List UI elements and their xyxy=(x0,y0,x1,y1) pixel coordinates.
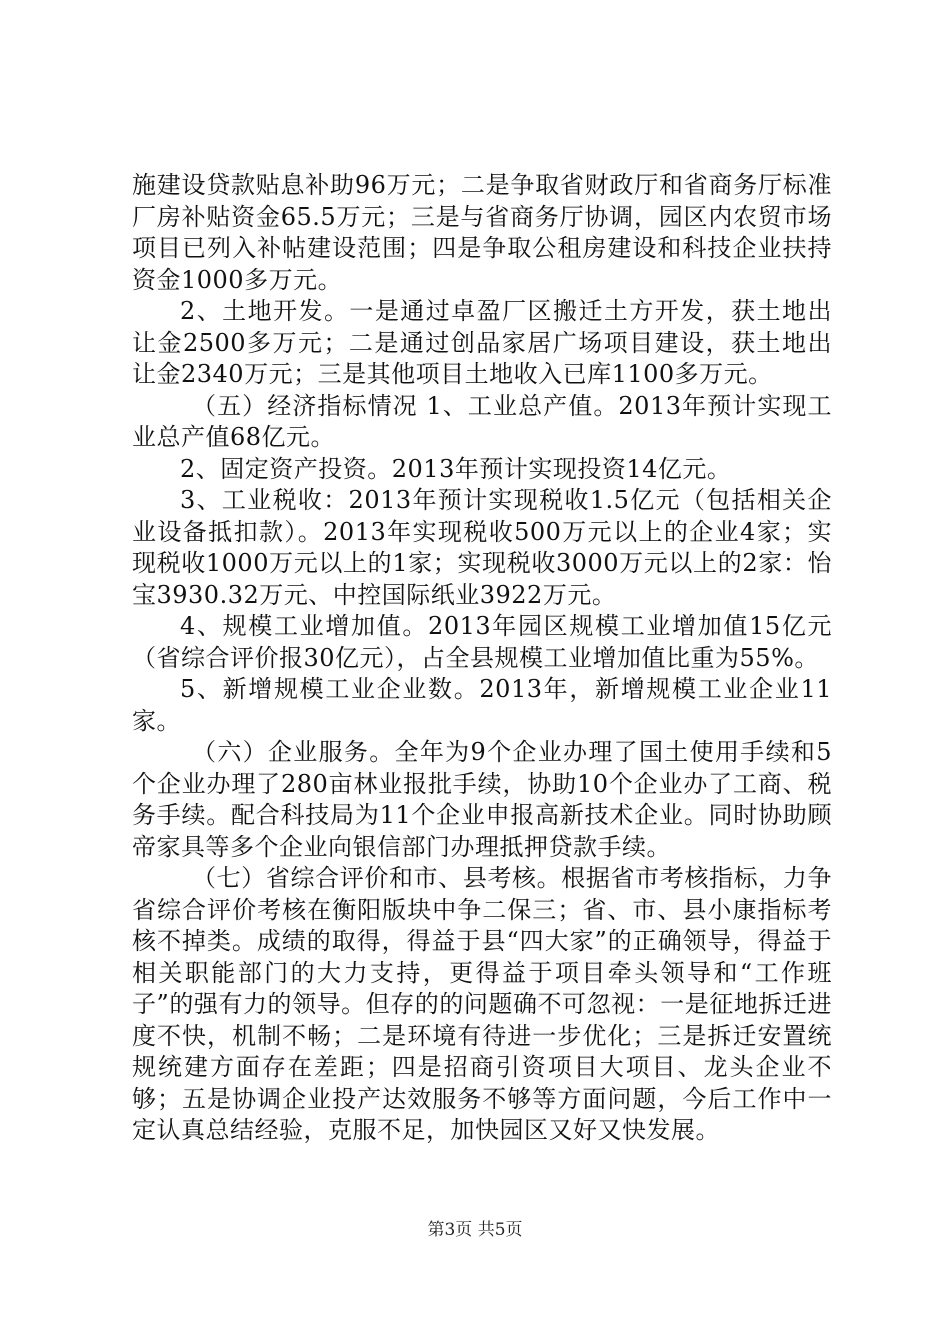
page-number-footer: 第3页 共5页 xyxy=(427,1220,523,1240)
paragraph-land-development: 2、土地开发。一是通过卓盈厂区搬迁土方开发，获土地出让金2500多万元；二是通过创品家居广场项目建设，获土地出让金2340万元；三是其他项目土地收入已库1100多万元。 xyxy=(132,297,832,388)
paragraph-industrial-tax: 3、工业税收：2013年预计实现税收1.5亿元（包括相关企业设备抵扣款）。2013年实现税收500万元以上的企业4家；实现税收1000万元以上的1家；实现税收3000万元以上的2家：怡宝3930.32万元、中控国际纸业3922万元。 xyxy=(132,486,832,609)
paragraph-economic-indicators: （五）经济指标情况 1、工业总产值。2013年预计实现工业总产值68亿元。 xyxy=(132,391,832,451)
paragraph-industrial-added-value: 4、规模工业增加值。2013年园区规模工业增加值15亿元（省综合评价报30亿元），占全县规模工业增加值比重为55%。 xyxy=(132,612,832,672)
paragraph-new-enterprises: 5、新增规模工业企业数。2013年，新增规模工业企业11家。 xyxy=(132,675,832,735)
document-body xyxy=(132,170,832,1147)
paragraph-fixed-asset-investment: 2、固定资产投资。2013年预计实现投资14亿元。 xyxy=(180,454,732,483)
paragraph-evaluation-and-assessment: （七）省综合评价和市、县考核。根据省市考核指标，力争省综合评价考核在衡阳版块中争二保三；省、市、县小康指标考核不掉类。成绩的取得，得益于县“四大家”的正确领导，得益于相关职能部门的大力支持，更得益于项目牵头领导和“工作班子”的强有力的领导。但存的的问题确不可忽视：一是征地拆迁进度不快，机制不畅；二是环境有待进一步优化；三是拆迁安置统规统建方面存在差距；四是招商引资项目大项目、龙头企业不够；五是协调企业投产达效服务不够等方面问题，今后工作中一定认真总结经验，克服不足，加快园区又好又快发展。 xyxy=(132,864,832,1144)
paragraph-enterprise-services: （六）企业服务。全年为9个企业办理了国土使用手续和5个企业办理了280亩林业报批手续，协助10个企业办了工商、税务手续。配合科技局为11个企业申报高新技术企业。同时协助顾帝家具等多个企业向银信部门办理抵押贷款手续。 xyxy=(132,738,832,861)
paragraph-funding-continued: 施建设贷款贴息补助96万元；二是争取省财政厅和省商务厅标准厂房补贴资金65.5万元；三是与省商务厅协调，园区内农贸市场项目已列入补帖建设范围；四是争取公租房建设和科技企业扶持资金1000多万元。 xyxy=(132,171,832,294)
